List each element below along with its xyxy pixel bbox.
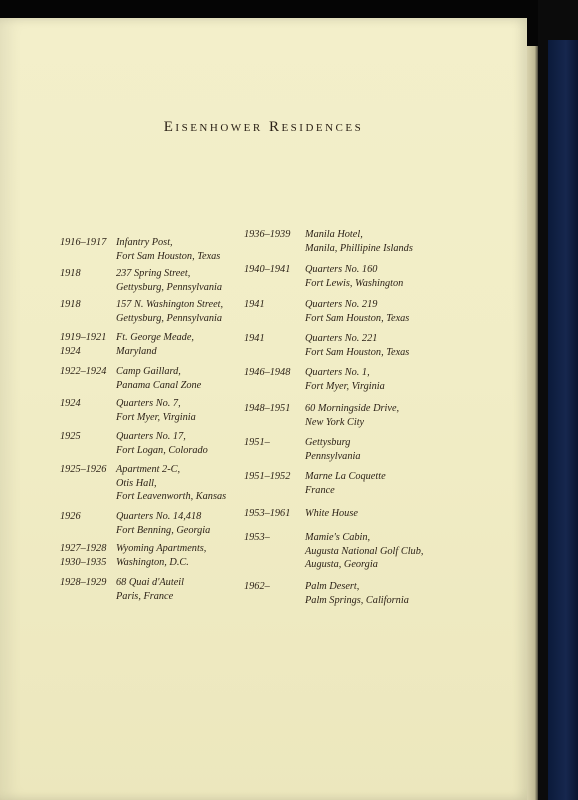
residence-address xyxy=(305,531,423,572)
residence-entry xyxy=(244,263,454,290)
page-title: Eisenhower Residences xyxy=(163,119,364,135)
year-range: 1916–1917 xyxy=(60,237,107,248)
address-line: Ft. George Meade, xyxy=(116,332,194,343)
address-line: Washington, D.C. xyxy=(116,556,189,568)
residence-years xyxy=(60,331,106,358)
address-line: Quarters No. 7, xyxy=(116,398,181,409)
residence-years xyxy=(60,463,106,477)
year-range: 1927–1928 xyxy=(60,543,107,554)
address-line: Fort Myer, Virginia xyxy=(116,411,196,423)
address-line: Gettysburg xyxy=(305,437,351,448)
residence-entry xyxy=(244,507,454,521)
address-line: Marne La Coquette xyxy=(305,471,386,482)
residence-address xyxy=(305,507,358,521)
residence-address xyxy=(305,298,409,325)
residence-entry xyxy=(244,298,454,325)
address-line: Wyoming Apartments, xyxy=(116,543,207,554)
address-line: Panama Canal Zone xyxy=(116,379,202,391)
address-line: 60 Morningside Drive, xyxy=(305,403,400,414)
residence-address xyxy=(305,228,413,255)
residence-entry xyxy=(244,470,454,497)
residence-entry xyxy=(244,436,454,463)
address-line: Maryland xyxy=(116,345,157,357)
address-line: Paris, France xyxy=(116,590,174,602)
address-line: Infantry Post, xyxy=(116,237,173,248)
year-range: 1953–1961 xyxy=(244,508,291,519)
residence-address xyxy=(305,332,409,359)
address-line: Augusta National Golf Club, xyxy=(305,545,424,557)
residence-address xyxy=(116,576,184,603)
year-range: 1918 xyxy=(60,299,81,310)
year-range: 1951– xyxy=(244,437,270,448)
year-range: 1940–1941 xyxy=(244,264,291,275)
residence-years xyxy=(60,298,81,312)
residence-years xyxy=(60,365,106,379)
residence-years xyxy=(60,397,81,411)
residence-address xyxy=(116,510,210,537)
residence-entry xyxy=(244,332,454,359)
year-range: 1924 xyxy=(60,398,81,409)
address-line: Fort Logan, Colorado xyxy=(116,444,208,456)
residence-years xyxy=(60,267,81,281)
address-line: Gettysburg, Pennsylvania xyxy=(116,312,222,324)
residence-years xyxy=(244,470,290,484)
address-line: Quarters No. 14,418 xyxy=(116,511,202,522)
address-line: Otis Hall, xyxy=(116,477,157,489)
year-range: 1925 xyxy=(60,431,81,442)
residence-entry xyxy=(244,402,454,429)
residence-entry xyxy=(60,510,240,537)
residence-entry xyxy=(60,430,240,457)
year-range: 1924 xyxy=(60,345,81,357)
address-line: Manila Hotel, xyxy=(305,229,363,240)
residence-address xyxy=(116,267,222,294)
residence-years xyxy=(60,542,106,569)
year-range: 1941 xyxy=(244,333,265,344)
residence-years xyxy=(244,263,290,277)
address-line: Mamie's Cabin, xyxy=(305,532,371,543)
address-line: 157 N. Washington Street, xyxy=(116,299,224,310)
book-cover-edge xyxy=(548,40,578,800)
residence-entry xyxy=(244,531,454,572)
residence-entry xyxy=(60,236,240,263)
address-line: Augusta, Georgia xyxy=(305,559,378,570)
residence-entry xyxy=(60,542,240,569)
residence-years xyxy=(244,332,265,346)
residence-years xyxy=(244,366,290,380)
year-range: 1941 xyxy=(244,299,265,310)
year-range: 1962– xyxy=(244,581,270,592)
year-range: 1953– xyxy=(244,532,270,543)
year-range: 1919–1921 xyxy=(60,332,107,343)
year-range: 1951–1952 xyxy=(244,471,291,482)
year-range: 1948–1951 xyxy=(244,403,291,414)
residence-entry xyxy=(244,228,454,255)
address-line: White House xyxy=(305,508,358,519)
residence-address xyxy=(305,402,399,429)
residence-entry xyxy=(60,267,240,294)
address-line: Fort Myer, Virginia xyxy=(305,380,385,392)
address-line: Palm Desert, xyxy=(305,581,360,592)
residence-years xyxy=(244,228,290,242)
address-line: Apartment 2-C, xyxy=(116,464,181,475)
residence-address xyxy=(116,236,220,263)
residence-entry xyxy=(244,580,454,607)
residence-address xyxy=(305,580,409,607)
residence-years xyxy=(60,236,106,250)
address-line: 237 Spring Street, xyxy=(116,268,191,279)
year-range: 1936–1939 xyxy=(244,229,291,240)
address-line: Palm Springs, California xyxy=(305,594,409,606)
residence-address xyxy=(116,430,208,457)
address-line: France xyxy=(305,484,335,496)
residence-entry xyxy=(60,365,240,392)
year-range: 1928–1929 xyxy=(60,577,107,588)
address-line: Fort Sam Houston, Texas xyxy=(116,250,221,262)
residence-years xyxy=(244,580,270,594)
residence-entry xyxy=(60,576,240,603)
address-line: Quarters No. 17, xyxy=(116,431,186,442)
residence-years xyxy=(244,531,270,545)
year-range: 1922–1924 xyxy=(60,366,107,377)
residence-address xyxy=(116,298,223,325)
address-line: Pennsylvania xyxy=(305,450,361,462)
residence-address xyxy=(305,263,403,290)
residence-address xyxy=(116,463,226,504)
year-range: 1926 xyxy=(60,511,81,522)
address-line: Gettysburg, Pennsylvania xyxy=(116,281,222,293)
residence-years xyxy=(244,436,270,450)
residence-address xyxy=(116,331,194,358)
address-line: Quarters No. 1, xyxy=(305,367,370,378)
page-edge xyxy=(527,46,538,800)
address-line: Manila, Phillipine Islands xyxy=(305,242,413,254)
residence-address xyxy=(116,365,201,392)
residence-entry xyxy=(244,366,454,393)
year-range: 1918 xyxy=(60,268,81,279)
address-line: Fort Leavenworth, Kansas xyxy=(116,491,227,502)
residence-address xyxy=(305,366,385,393)
residence-years xyxy=(244,298,265,312)
year-range: 1930–1935 xyxy=(60,556,107,568)
residence-years xyxy=(244,402,290,416)
address-line: Quarters No. 221 xyxy=(305,333,378,344)
residence-address xyxy=(305,436,360,463)
address-line: Quarters No. 219 xyxy=(305,299,378,310)
residence-entry xyxy=(60,298,240,325)
residence-entry xyxy=(60,397,240,424)
residence-entry xyxy=(60,463,240,504)
residence-years xyxy=(60,576,106,590)
address-line: Quarters No. 160 xyxy=(305,264,378,275)
residence-years xyxy=(244,507,290,521)
address-line: New York City xyxy=(305,416,365,428)
address-line: Fort Sam Houston, Texas xyxy=(305,346,410,358)
address-line: Fort Sam Houston, Texas xyxy=(305,312,410,324)
residence-entry xyxy=(60,331,240,358)
residence-address xyxy=(116,397,196,424)
address-line: Camp Gaillard, xyxy=(116,366,181,377)
address-line: 68 Quai d'Auteil xyxy=(116,577,184,588)
year-range: 1946–1948 xyxy=(244,367,291,378)
address-line: Fort Benning, Georgia xyxy=(116,524,211,536)
residence-years xyxy=(60,510,81,524)
residence-address xyxy=(116,542,206,569)
year-range: 1925–1926 xyxy=(60,464,107,475)
address-line: Fort Lewis, Washington xyxy=(305,277,404,289)
residence-address xyxy=(305,470,386,497)
residence-years xyxy=(60,430,81,444)
